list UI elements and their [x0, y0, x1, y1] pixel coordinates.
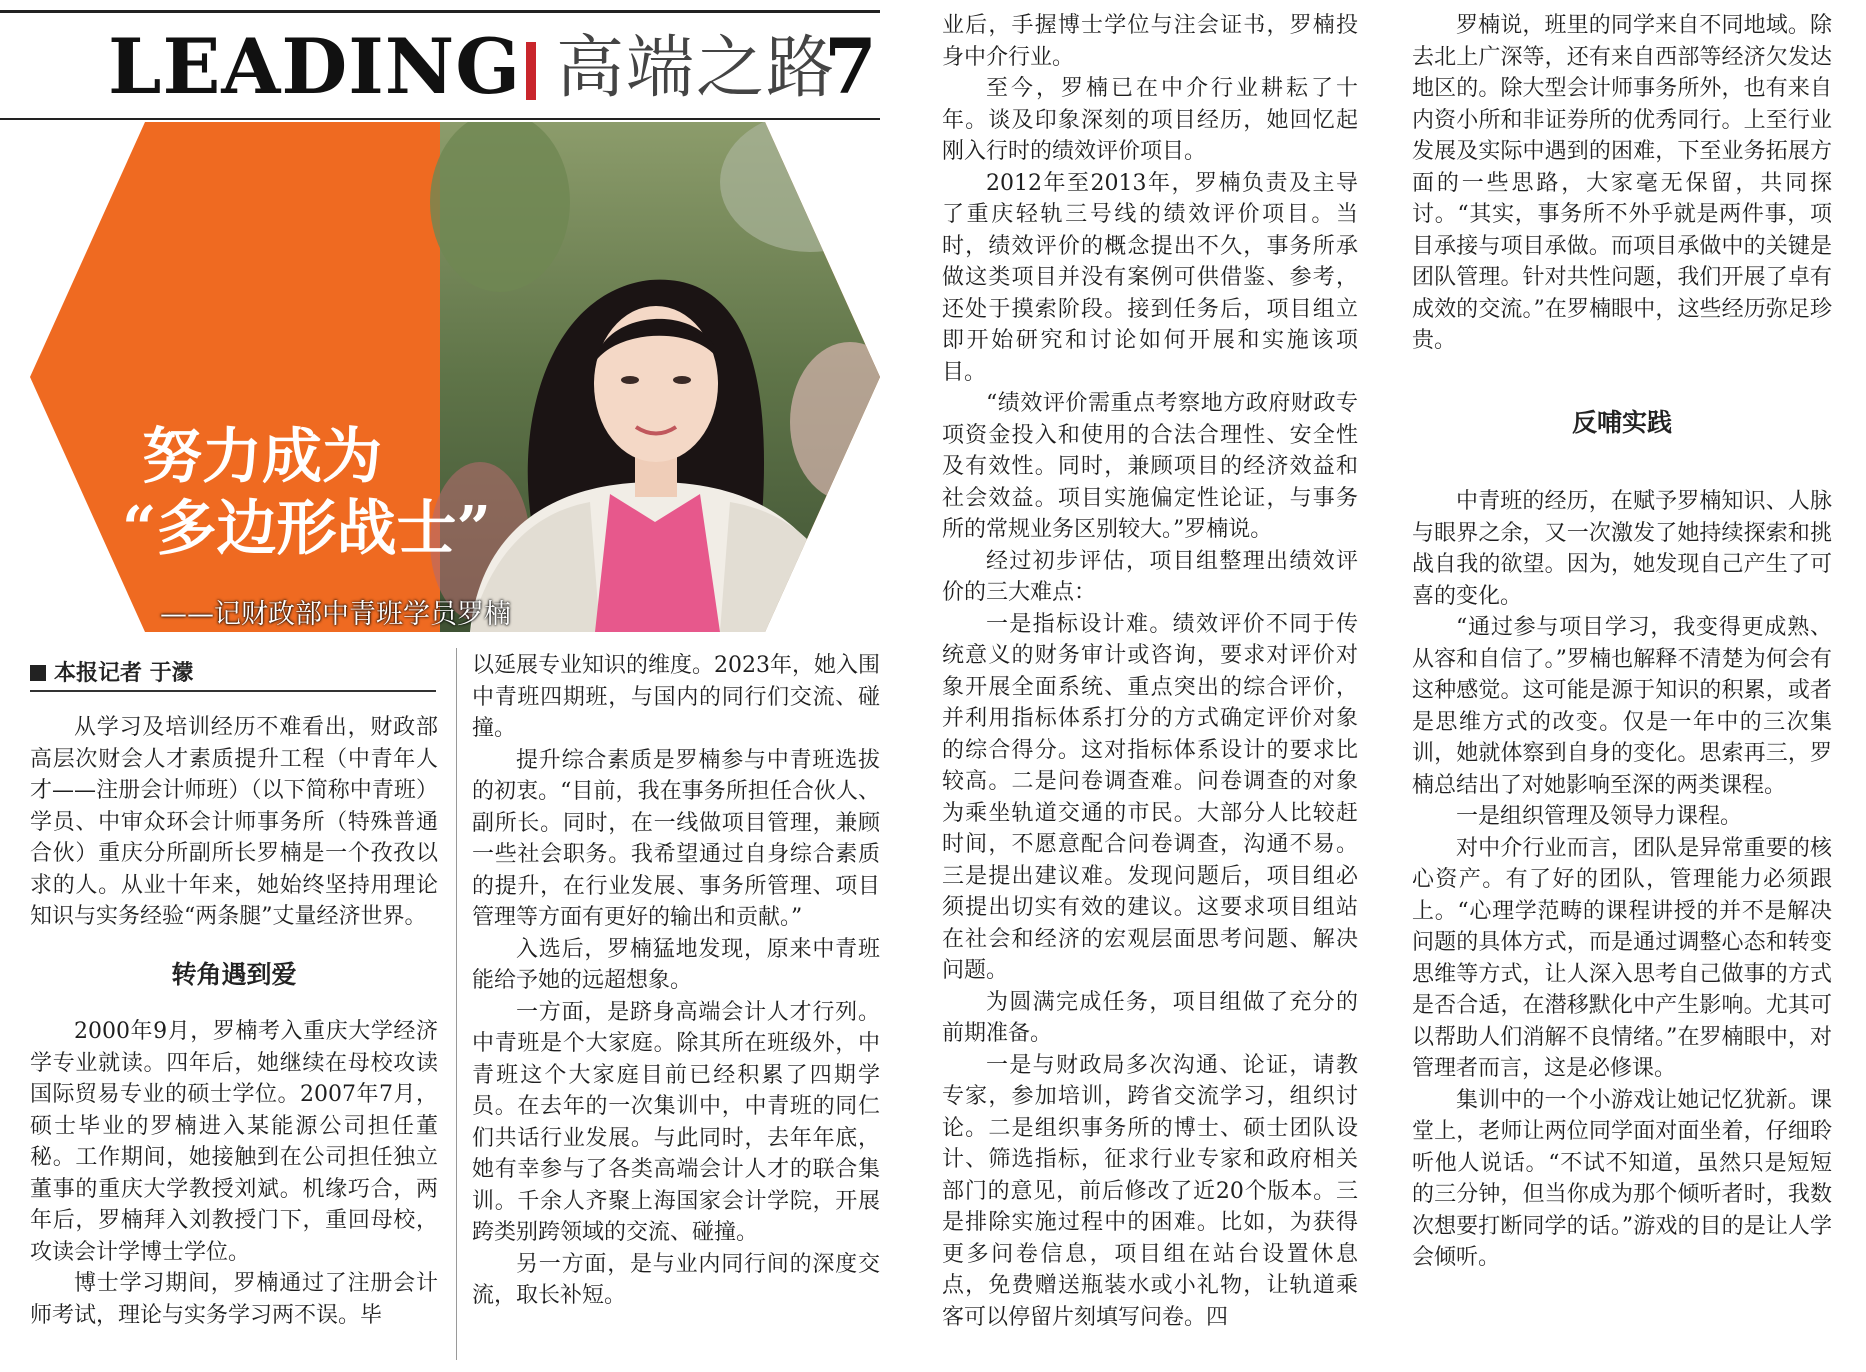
paragraph: 一方面，是跻身高端会计人才行列。中青班是个大家庭。除其所在班级外，中青班这个大家庭目前已经积累了四期学员。在去年的一次集训中，中青班的同仁们共话行业发展。与此同时，去年年底，她有幸参与了各类高端会计人才的联合集训。千余人齐聚上海国家会计学院，开展跨类别跨领域的交流、碰撞。 — [472, 999, 880, 1245]
paragraph: 从学习及培训经历不难看出，财政部高层次财会人才素质提升工程（中青年人才——注册会计师班）（以下简称中青班）学员、中审众环会计师事务所（特殊普通合伙）重庆分所副所长罗楠是一个孜孜以求的人。从业十年来，她始终坚持用理论知识与实务经验“两条腿”丈量经济世界。 — [30, 715, 438, 929]
hero-subheadline: ——记财政部中青班学员罗楠 — [160, 599, 511, 630]
paragraph: 为圆满完成任务，项目组做了充分的前期准备。 — [942, 989, 1358, 1046]
byline-rule — [30, 690, 436, 692]
paragraph: 另一方面，是与业内同行间的深度交流，取长补短。 — [472, 1251, 880, 1308]
article-column-3 — [942, 10, 1358, 1333]
paragraph: 经过初步评估，项目组整理出绩效评价的三大难点： — [942, 548, 1358, 605]
paragraph: 博士学习期间，罗楠通过了注册会计师考试，理论与实务学习两不误。毕 — [30, 1271, 438, 1328]
byline — [30, 656, 194, 687]
paragraph: 一是组织管理及领导力课程。 — [1456, 804, 1743, 829]
hero-banner — [30, 122, 880, 632]
paragraph: 入选后，罗楠猛地发现，原来中青班能给予她的远超想象。 — [472, 936, 880, 993]
paragraph: 对中介行业而言，团队是异常重要的核心资产。有了好的团队，管理能力必须跟上。“心理学范畴的课程讲授的并不是解决问题的具体方式，而是通过调整心态和转变思维等方式，让人深入思考自己做事的方式是否合适，在潜移默化中产生影响。尤其可以帮助人们消解不良情绪。”在罗楠眼中，对管理者而言，这是必修课。 — [1412, 835, 1832, 1081]
page-number: 7 — [824, 22, 877, 111]
byline-text: 本报记者 于濛 — [54, 661, 194, 686]
paragraph: 中青班的经历，在赋予罗楠知识、人脉与眼界之余，又一次激发了她持续探索和挑战自我的欲望。因为，她发现自己产生了可喜的变化。 — [1412, 489, 1832, 609]
column-divider — [456, 648, 457, 1360]
hero-headline-line-1: 努力成为 — [142, 422, 382, 492]
paragraph: 至今，罗楠已在中介行业耕耘了十年。谈及印象深刻的项目经历，她回忆起刚入行时的绩效评价项目。 — [942, 76, 1358, 164]
paragraph: 集训中的一个小游戏让她记忆犹新。课堂上，老师让两位同学面对面坐着，仔细聆听他人说话。“不试不知道，虽然只是短短的三分钟，但当你成为那个倾听者时，我数次想要打断同学的话。”游戏的目的是让人学会倾听。 — [1412, 1087, 1832, 1270]
paragraph: “通过参与项目学习，我变得更成熟、从容和自信了。”罗楠也解释不清楚为何会有这种感觉。这可能是源于知识的积累，或者是思维方式的改变。仅是一年中的三次集训，她就体察到自身的变化。思索再三，罗楠总结出了对她影响至深的两类课程。 — [1412, 615, 1832, 798]
subheading: 反哺实践 — [1571, 407, 1672, 437]
portrait-photo — [430, 122, 880, 632]
masthead-top-rule — [0, 10, 880, 13]
paragraph: 一是与财政局多次沟通、论证，请教专家，参加培训，跨省交流学习，组织讨论。二是组织事务所的博士、硕士团队设计、筛选指标，征求行业专家和政府相关部门的意见，前后修改了近20个版本。三是排除实施过程中的困难。比如，为获得更多问卷信息，项目组在站台设置休息点，免费赠送瓶装水或小礼物，让轨道乘客可以停留片刻填写问卷。四 — [942, 1052, 1358, 1330]
section-title-chinese: 高端之路 — [556, 29, 837, 108]
paragraph: “绩效评价需重点考察地方政府财政专项资金投入和使用的合法合理性、安全性及有效性。同时，兼顾项目的经济效益和社会效益。项目实施偏定性论证，与事务所的常规业务区别较大。”罗楠说。 — [942, 391, 1358, 542]
article-column-1 — [30, 712, 438, 1331]
article-column-4 — [1412, 10, 1832, 1274]
paragraph: 一是指标设计难。绩效评价不同于传统意义的财务审计或咨询，要求对评价对象开展全面系统、重点突出的综合评价，并利用指标体系打分的方式确定评价对象的综合得分。这对指标体系设计的要求比较高。二是问卷调查难。问卷调查的对象为乘坐轨道交通的市民。大部分人比较赶时间，不愿意配合问卷调查，沟通不易。三是提出建议难。发现问题后，项目组必须提出切实有效的建议。这要求项目组站在社会和经济的宏观层面思考问题、解决问题。 — [942, 611, 1358, 983]
paragraph: 以延展专业知识的维度。2023年，她入围中青班四期班，与国内的同行们交流、碰撞。 — [472, 653, 880, 741]
masthead-bottom-rule — [0, 118, 880, 120]
article-column-2 — [472, 650, 880, 1312]
paragraph: 业后，手握博士学位与注会证书，罗楠投身中介行业。 — [942, 13, 1358, 70]
paragraph: 2000年9月，罗楠考入重庆大学经济学专业就读。四年后，她继续在母校攻读国际贸易专业的硕士学位。2007年7月，硕士毕业的罗楠进入某能源公司担任董秘。工作期间，她接触到在公司担任独立董事的重庆大学教授刘斌。机缘巧合，两年后，罗楠拜入刘教授门下，重回母校，攻读会计学博士学位。 — [30, 1019, 438, 1265]
hero-headline-line-2: “多边形战士” — [122, 494, 492, 564]
paragraph: 罗楠说，班里的同学来自不同地域。除去北上广深等，还有来自西部等经济欠发达地区的。除大型会计师事务所外，也有来自内资小所和非证券所的优秀同行。上至行业发展及实际中遇到的困难，下至业务拓展方面的一些思路，大家毫无保留，共同探讨。“其实，事务所不外乎就是两件事，项目承接与项目承做。而项目承做中的关键是团队管理。针对共性问题，我们开展了卓有成效的交流。”在罗楠眼中，这些经历弥足珍贵。 — [1412, 13, 1832, 353]
paragraph: 提升综合素质是罗楠参与中青班选拔的初衷。“目前，我在事务所担任合伙人、副所长。同时，在一线做项目管理，兼顾一些社会职务。我希望通过自身综合素质的提升，在行业发展、事务所管理、项目管理等方面有更好的输出和贡献。” — [472, 747, 880, 930]
section-divider-bar — [526, 42, 536, 100]
section-title-english: LEADING — [108, 22, 522, 111]
square-bullet-icon — [30, 665, 46, 681]
subheading: 转角遇到爱 — [171, 959, 297, 989]
paragraph: 2012年至2013年，罗楠负责及主导了重庆轻轨三号线的绩效评价项目。当时，绩效评价的概念提出不久，事务所承做这类项目并没有案例可供借鉴、参考，还处于摸索阶段。接到任务后，项目组立即开始研究和讨论如何开展和实施该项目。 — [942, 170, 1358, 385]
